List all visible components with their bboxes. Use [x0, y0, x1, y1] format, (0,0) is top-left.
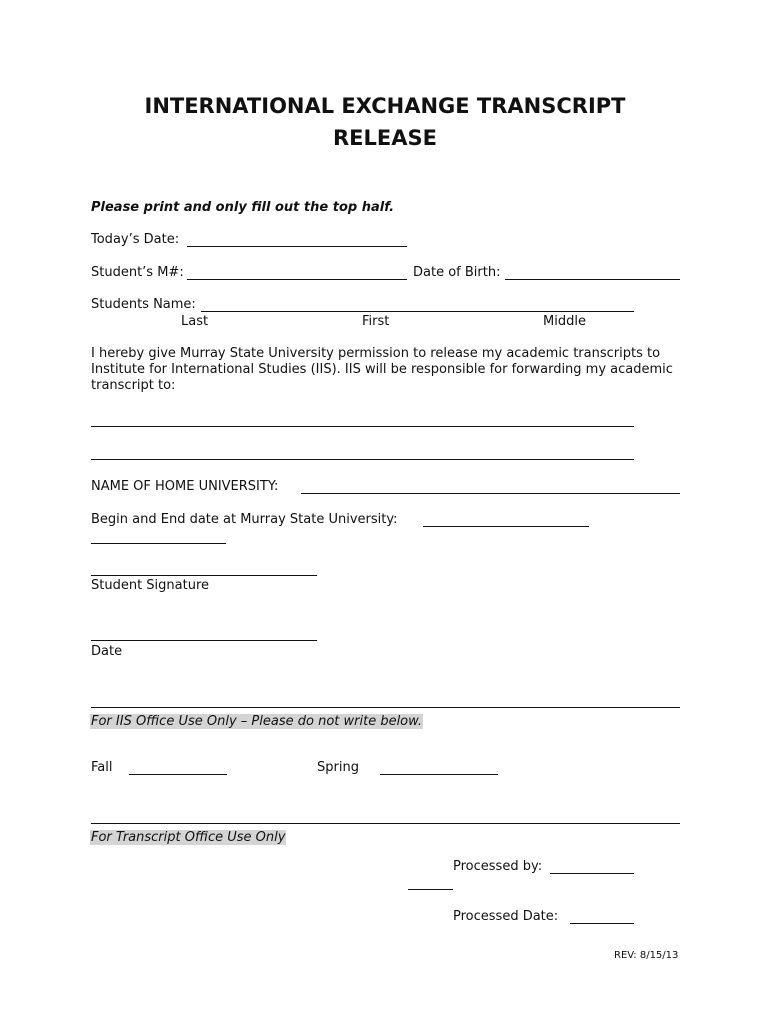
iis-office-header — [90, 710, 423, 729]
home-university-label: NAME OF HOME UNIVERSITY: — [91, 479, 279, 494]
name-part-middle: Middle — [543, 314, 586, 329]
name-part-first: First — [362, 314, 390, 329]
todays-date-field[interactable] — [187, 246, 407, 247]
processed-by-field-continued[interactable] — [408, 889, 453, 890]
begin-end-date-field[interactable] — [423, 526, 589, 527]
processed-by-field[interactable] — [550, 873, 634, 874]
processed-date-label: Processed Date: — [453, 909, 559, 924]
form-title-line-1: INTERNATIONAL EXCHANGE TRANSCRIPT — [144, 94, 626, 118]
signature-date-label: Date — [91, 644, 123, 659]
begin-end-date-field-continued[interactable] — [91, 543, 226, 544]
signature-date-field[interactable] — [91, 640, 317, 641]
date-of-birth-label: Date of Birth: — [413, 265, 501, 280]
home-university-field[interactable] — [301, 493, 680, 494]
instruction-text: Please print and only fill out the top half. — [91, 200, 395, 215]
forwarding-address-line-1[interactable] — [91, 426, 634, 427]
transcript-section-divider — [91, 823, 680, 824]
form-title-line-2: RELEASE — [333, 126, 437, 150]
date-of-birth-field[interactable] — [505, 279, 680, 280]
name-part-last: Last — [181, 314, 209, 329]
student-m-number-field[interactable] — [187, 279, 407, 280]
begin-end-date-label: Begin and End date at Murray State University: — [91, 512, 398, 527]
todays-date-label: Today’s Date: — [91, 232, 180, 247]
processed-date-field[interactable] — [570, 923, 634, 924]
iis-office-header-text: For IIS Office Use Only – Please do not write below. — [91, 714, 423, 729]
iis-section-divider — [91, 707, 680, 708]
student-signature-field[interactable] — [91, 575, 317, 576]
spring-field[interactable] — [380, 774, 498, 775]
spring-label: Spring — [317, 760, 359, 775]
permission-paragraph: I hereby give Murray State University permission to release my academic transcripts to Institute for International Studies (IIS). IIS will be responsible for forwarding my academic transcript to: — [91, 346, 673, 393]
student-m-number-label: Student’s M#: — [91, 265, 184, 280]
students-name-label: Students Name: — [91, 297, 196, 312]
student-signature-label: Student Signature — [91, 578, 210, 593]
transcript-office-header-text: For Transcript Office Use Only — [91, 830, 286, 845]
fall-field[interactable] — [129, 774, 227, 775]
students-name-field[interactable] — [201, 311, 634, 312]
transcript-office-header — [90, 826, 286, 845]
processed-by-label: Processed by: — [453, 859, 543, 874]
forwarding-address-line-2[interactable] — [91, 459, 634, 460]
revision-note: REV: 8/15/13 — [614, 950, 679, 961]
fall-label: Fall — [91, 760, 113, 775]
